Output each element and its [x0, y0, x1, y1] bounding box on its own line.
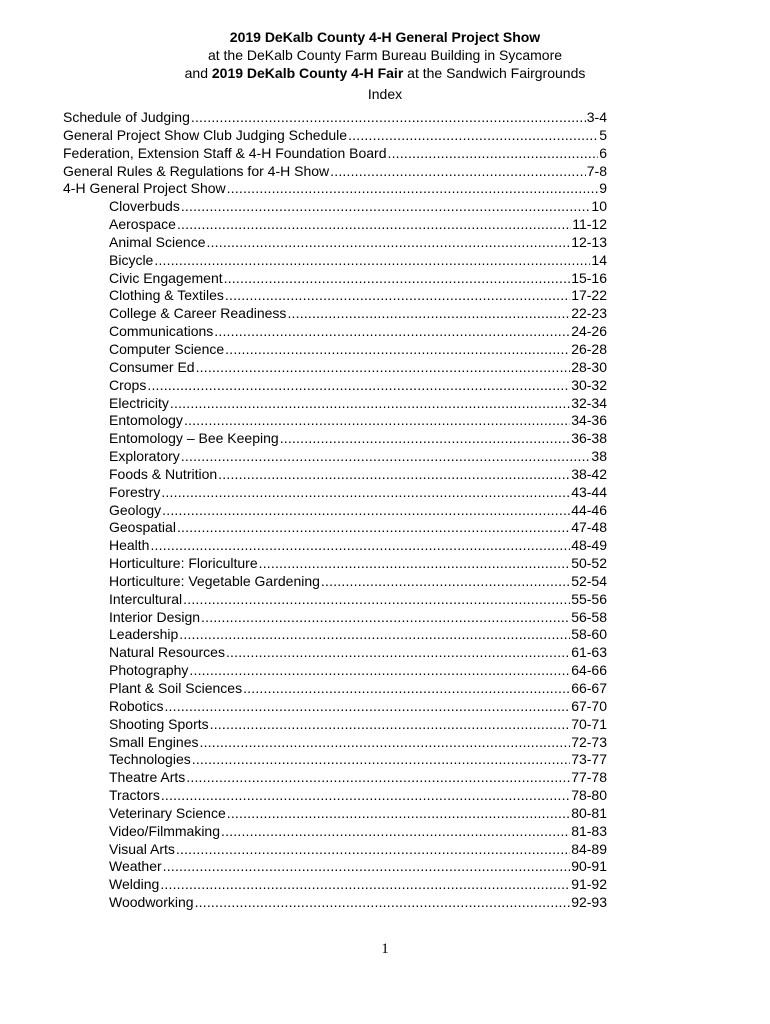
toc-entry [109, 466, 607, 484]
toc-entry [109, 644, 607, 662]
toc-entry-label: Entomology – Bee Keeping [109, 430, 279, 447]
toc-entry-page: 64-66 [571, 662, 607, 679]
dot-leader [201, 609, 570, 627]
toc-entry [109, 716, 607, 734]
toc-entry-label: Federation, Extension Staff & 4-H Foundation Board [63, 144, 387, 161]
dot-leader [162, 502, 570, 520]
toc-entry-label: Foods & Nutrition [109, 465, 218, 482]
toc-entry-label: Veterinary Science [109, 804, 226, 821]
dot-leader [161, 484, 570, 502]
dot-leader [192, 751, 570, 769]
toc-entry [109, 876, 607, 894]
toc-entry-page: 17-22 [571, 287, 607, 304]
toc-entry [109, 359, 607, 377]
toc-entry-page: 58-60 [571, 626, 607, 643]
dot-leader [183, 591, 570, 609]
toc-entry-label: Small Engines [109, 733, 199, 750]
toc-entry-label: Forestry [109, 483, 161, 500]
toc-entry [109, 216, 607, 234]
toc-entry-page: 12-13 [571, 233, 607, 250]
dot-leader [207, 234, 571, 252]
toc-entry-label: Shooting Sports [109, 715, 209, 732]
toc-entry [109, 537, 607, 555]
dot-leader [160, 876, 570, 894]
dot-leader [287, 305, 570, 323]
toc-entry [109, 609, 607, 627]
toc-entry-page: 44-46 [571, 501, 607, 518]
toc-entry [109, 234, 607, 252]
toc-entry-label: Entomology [109, 412, 183, 429]
toc-entry-page: 6 [599, 144, 607, 161]
dot-leader [177, 519, 570, 537]
toc-entry-label: Bicycle [109, 251, 154, 268]
toc-entry-page: 56-58 [571, 608, 607, 625]
dot-leader [170, 395, 570, 413]
dot-leader [243, 680, 570, 698]
toc-entry-label: Weather [109, 858, 162, 875]
document-title: 2019 DeKalb County 4-H General Project Show [229, 29, 541, 45]
toc-entry-page: 72-73 [571, 733, 607, 750]
toc-entry-page: 26-28 [571, 340, 607, 357]
toc-entry [109, 519, 607, 537]
toc-entry-label: Horticulture: Floriculture [109, 555, 258, 572]
toc-entry-page: 30-32 [571, 376, 607, 393]
toc-entry-label: Computer Science [109, 340, 225, 357]
toc-entry-page: 34-36 [571, 412, 607, 429]
toc-entry-page: 38 [591, 448, 607, 465]
toc-entry-label: Horticulture: Vegetable Gardening [109, 572, 320, 589]
toc-entry-page: 47-48 [571, 519, 607, 536]
dot-leader [348, 127, 598, 145]
document-header [0, 28, 770, 103]
toc-entry-label: Consumer Ed [109, 358, 195, 375]
dot-leader [164, 698, 570, 716]
dot-leader [221, 823, 570, 841]
toc-entry-label: Cloverbuds [109, 198, 180, 215]
toc-entry [109, 448, 607, 466]
toc-entry-page: 52-54 [571, 572, 607, 589]
toc-entry [109, 377, 607, 395]
toc-entry-page: 61-63 [571, 644, 607, 661]
dot-leader [259, 555, 571, 573]
toc-entry [109, 502, 607, 520]
toc-entry-label: Electricity [109, 394, 169, 411]
fair-line: and 2019 DeKalb County 4-H Fair at the Sandwich Fairgrounds [184, 65, 586, 81]
toc-entry-page: 73-77 [571, 751, 607, 768]
dot-leader [186, 769, 570, 787]
toc-entry-page: 38-42 [571, 465, 607, 482]
toc-entry-label: Theatre Arts [109, 769, 186, 786]
toc-entry-page: 48-49 [571, 537, 607, 554]
dot-leader [226, 644, 570, 662]
toc-entry [109, 805, 607, 823]
toc-entry [109, 894, 607, 912]
toc-entry [109, 823, 607, 841]
toc-entry-page: 67-70 [571, 697, 607, 714]
toc-entry-page: 28-30 [571, 358, 607, 375]
toc-entry-page: 81-83 [571, 822, 607, 839]
toc-entry [109, 858, 607, 876]
dot-leader [227, 805, 570, 823]
toc-entry-label: Civic Engagement [109, 269, 223, 286]
toc-entry [109, 555, 607, 573]
toc-entry [109, 484, 607, 502]
toc-entry-page: 43-44 [571, 483, 607, 500]
toc-entry-label: Interior Design [109, 608, 201, 625]
toc-entry [109, 395, 607, 413]
toc-entry-label: Technologies [109, 751, 191, 768]
dot-leader [225, 287, 570, 305]
dot-leader [195, 894, 571, 912]
toc-entry-page: 5 [599, 126, 607, 143]
toc-entry-page: 24-26 [571, 323, 607, 340]
toc-entry [109, 287, 607, 305]
dot-leader [214, 323, 570, 341]
toc-entry-label: College & Career Readiness [109, 305, 287, 322]
toc-entry-page: 77-78 [571, 769, 607, 786]
dot-leader [191, 109, 586, 127]
toc-entry-label: Intercultural [109, 590, 183, 607]
toc-entry [109, 751, 607, 769]
toc-entry-label: Welding [109, 876, 160, 893]
toc-entry-label: Crops [109, 376, 147, 393]
toc-entry [109, 787, 607, 805]
dot-leader [224, 270, 571, 288]
toc-entry-page: 78-80 [571, 787, 607, 804]
toc-entry-label: Geospatial [109, 519, 176, 536]
toc-entry [109, 252, 607, 270]
dot-leader [181, 448, 591, 466]
dot-leader [225, 341, 570, 359]
toc-entry-page: 7-8 [586, 162, 607, 179]
toc-entry-page: 90-91 [571, 858, 607, 875]
toc-entry-page: 55-56 [571, 590, 607, 607]
dot-leader [196, 359, 571, 377]
toc-entry [63, 180, 607, 198]
toc-entry [109, 591, 607, 609]
toc-entry-page: 32-34 [571, 394, 607, 411]
dot-leader [163, 858, 571, 876]
dot-leader [184, 412, 570, 430]
toc-entry-label: Photography [109, 662, 189, 679]
toc-entry [109, 698, 607, 716]
dot-leader [150, 537, 570, 555]
index-heading: Index [367, 86, 403, 102]
toc-entry [109, 323, 607, 341]
toc-entry-label: Plant & Soil Sciences [109, 680, 243, 696]
page-number: 1 [381, 941, 389, 957]
toc-entry-label: Animal Science [109, 233, 206, 250]
dot-leader [161, 787, 570, 805]
dot-leader [189, 662, 570, 680]
toc-entry-page: 91-92 [571, 876, 607, 893]
toc-entry-label: Natural Resources [109, 644, 225, 661]
toc-entry [109, 270, 607, 288]
toc-entry-label: Clothing & Textiles [109, 287, 224, 304]
toc-entry [63, 145, 607, 163]
toc-entry [63, 163, 607, 181]
toc-entry-page: 80-81 [571, 804, 607, 821]
toc-entry-label: Health [109, 537, 150, 554]
toc-entry [63, 127, 607, 145]
toc-entry-label: Video/Filmmaking [109, 822, 221, 839]
toc-entry [109, 341, 607, 359]
dot-leader [227, 180, 599, 198]
toc-entry-page: 22-23 [571, 305, 607, 322]
toc-entry-page: 84-89 [571, 840, 607, 857]
dot-leader [200, 734, 571, 752]
toc-entry-page: 70-71 [571, 715, 607, 732]
toc-entry-label: General Project Show Club Judging Schedule [63, 126, 348, 143]
toc-entry [109, 662, 607, 680]
toc-entry-page: 10 [591, 198, 607, 215]
dot-leader [388, 145, 599, 163]
toc-entry [109, 626, 607, 644]
toc-entry [109, 680, 607, 698]
toc-entry-page: 9 [599, 180, 607, 197]
toc-entry-label: General Rules & Regulations for 4-H Show [63, 162, 330, 179]
toc-entry [63, 109, 607, 127]
toc-entry-label: Woodworking [109, 894, 194, 911]
toc-entry [109, 412, 607, 430]
toc-entry-page: 92-93 [571, 894, 607, 911]
toc-entry-page: 3-4 [586, 109, 607, 125]
toc-entry-page: 66-67 [571, 680, 607, 696]
toc-top-level [0, 109, 770, 198]
table-of-contents [0, 109, 770, 912]
toc-entry [109, 841, 607, 859]
dot-leader [147, 377, 570, 395]
toc-entry [109, 430, 607, 448]
toc-entry-label: Geology [109, 501, 162, 518]
toc-entry-label: Visual Arts [109, 840, 175, 857]
toc-entry-page: 15-16 [571, 269, 607, 286]
toc-entry [109, 734, 607, 752]
toc-entry [109, 305, 607, 323]
dot-leader [330, 163, 586, 181]
toc-entry-label: Tractors [109, 787, 160, 804]
dot-leader [179, 626, 570, 644]
toc-entry-page: 11-12 [572, 216, 607, 233]
toc-entry-page: 50-52 [571, 555, 607, 572]
dot-leader [321, 573, 570, 591]
toc-entry-label: Communications [109, 323, 214, 340]
toc-entry-label: Schedule of Judging [63, 109, 190, 125]
dot-leader [210, 716, 571, 734]
dot-leader [176, 841, 570, 859]
toc-entry-label: 4-H General Project Show [63, 180, 226, 197]
dot-leader [181, 198, 591, 216]
toc-entry [109, 573, 607, 591]
toc-entry-label: Robotics [109, 697, 164, 714]
toc-project-list [0, 198, 770, 912]
venue-line: at the DeKalb County Farm Bureau Building in Sycamore [207, 47, 563, 63]
dot-leader [154, 252, 590, 270]
dot-leader [280, 430, 571, 448]
toc-entry [109, 198, 607, 216]
dot-leader [177, 216, 571, 234]
toc-entry-label: Leadership [109, 626, 179, 643]
toc-entry-page: 14 [591, 251, 607, 268]
toc-entry-label: Aerospace [109, 216, 176, 233]
toc-entry-page: 36-38 [571, 430, 607, 447]
toc-entry [109, 769, 607, 787]
dot-leader [218, 466, 570, 484]
toc-entry-label: Exploratory [109, 448, 180, 465]
